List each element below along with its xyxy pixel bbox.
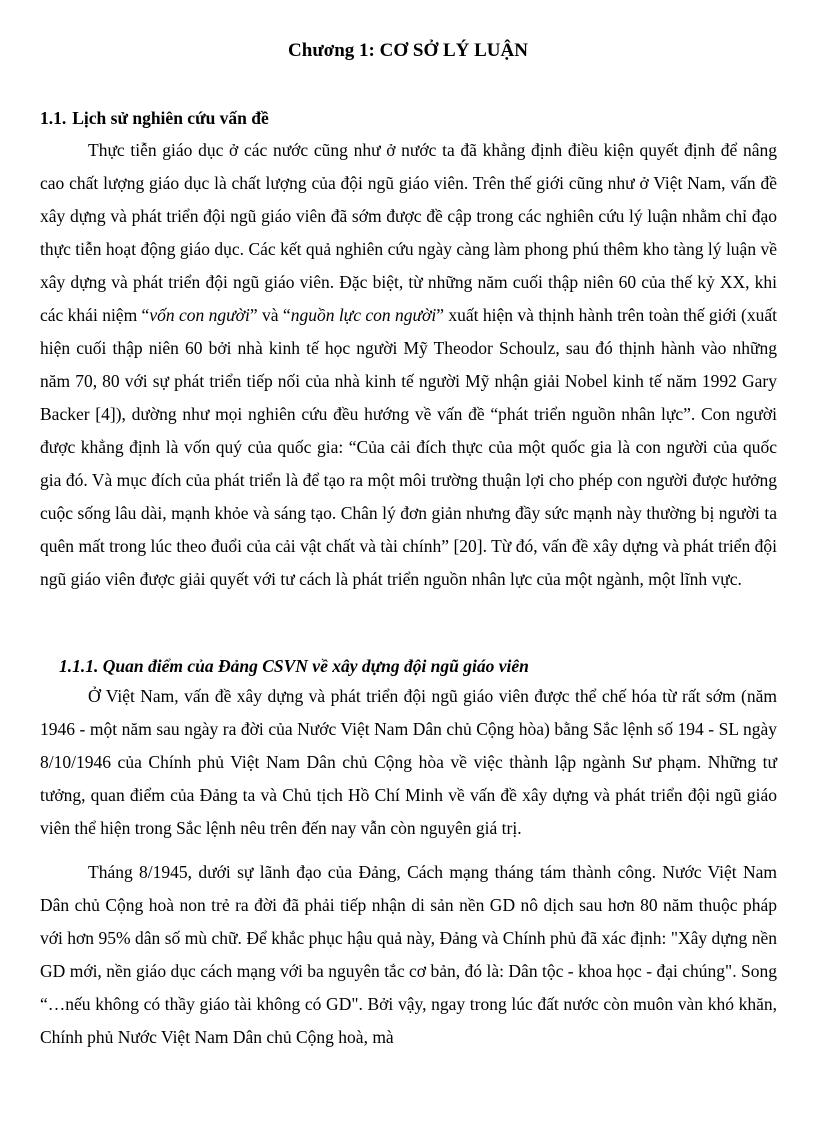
section-title: Lịch sử nghiên cứu vấn đề — [72, 108, 269, 128]
subsection-body — [40, 680, 777, 1054]
paragraph-text: ” và “ — [249, 305, 291, 325]
paragraph-text: Thực tiễn giáo dục ở các nước cũng như ở nước ta đã khẳng định điều kiện quyết định để nâng cao chất lượng giáo dục là chất lượng của đội ngũ giáo viên. Trên thế giới cũng như ở Việt Nam, vấn đề xây dựng và phát triển đội ngũ giáo viên đã sớm được đề cập trong các nghiên cứu lý luận nhằm chỉ đạo thực tiễn hoạt động giáo dục. Các kết quả nghiên cứu ngày càng làm phong phú thêm kho tàng lý luận về xây dựng và phát triển đội ngũ giáo viên. Đặc biệt, từ những năm cuối thập niên 60 của thế kỷ XX, khi các khái niệm “ — [40, 140, 777, 325]
chapter-title: Chương 1: CƠ SỞ LÝ LUẬN — [288, 40, 528, 61]
section-body — [40, 134, 777, 596]
section-number: 1.1. — [40, 108, 67, 128]
paragraph: Ở Việt Nam, vấn đề xây dựng và phát triển đội ngũ giáo viên được thể chế hóa từ rất sớm (năm 1946 - một năm sau ngày ra đời của Nước Việt Nam Dân chủ Cộng hòa) bằng Sắc lệnh số 194 - SL ngày 8/10/1946 của Chính phủ Việt Nam Dân chủ Cộng hòa về việc thành lập ngành Sư phạm. Những tư tưởng, quan điểm của Đảng ta và Chủ tịch Hồ Chí Minh về vấn đề xây dựng và phát triển đội ngũ giáo viên thể hiện trong Sắc lệnh nêu trên đến nay vẫn còn nguyên giá trị. — [40, 686, 777, 838]
paragraph-text: ” xuất hiện và thịnh hành trên toàn thế giới (xuất hiện cuối thập niên 60 bởi nhà kinh tế học người Mỹ Theodor Schoulz, sau đó thịnh hành vào những năm 70, 80 với sự phát triển tiếp nối của nhà kinh tế người Mỹ nhận giải Nobel kinh tế năm 1992 Gary Backer [4]), dường như mọi nghiên cứu đều hướng về vấn đề “phát triển nguồn nhân lực”. Con người được khẳng định là vốn quý của quốc gia: “Của cải đích thực của một quốc gia là con người của quốc gia đó. Và mục đích của phát triển là để tạo ra một môi trường thuận lợi cho phép con người được hưởng cuộc sống lâu dài, mạnh khỏe và sáng tạo. Chân lý đơn giản nhưng đầy sức mạnh này thường bị người ta quên mất trong lúc theo đuổi của cải vật chất và tài chính” [20]. Từ đó, vấn đề xây dựng và phát triển đội ngũ giáo viên được giải quyết với tư cách là phát triển nguồn nhân lực của một ngành, một lĩnh vực. — [40, 305, 777, 589]
paragraph: Tháng 8/1945, dưới sự lãnh đạo của Đảng, Cách mạng tháng tám thành công. Nước Việt Nam Dân chủ Cộng hoà non trẻ ra đời đã phải tiếp nhận di sản nền GD nô dịch sau hơn 80 năm thuộc pháp với hơn 95% dân số mù chữ. Để khắc phục hậu quả này, Đảng và Chính phủ đã xác định: "Xây dựng nền GD mới, nền giáo dục cách mạng với ba nguyên tắc cơ bản, đó là: Dân tộc - khoa học - đại chúng". Song “…nếu không có thầy giáo tài không có GD". Bởi vậy, ngay trong lúc đất nước còn muôn vàn khó khăn, Chính phủ Nước Việt Nam Dân chủ Cộng hoà, mà — [40, 862, 777, 1047]
italic-term: vốn con người — [149, 305, 250, 325]
paragraph — [40, 134, 777, 596]
italic-term: nguồn lực con người — [290, 305, 437, 325]
subsection-heading: 1.1.1. Quan điểm của Đảng CSVN về xây dựng đội ngũ giáo viên — [59, 656, 529, 676]
section-heading — [40, 105, 269, 131]
